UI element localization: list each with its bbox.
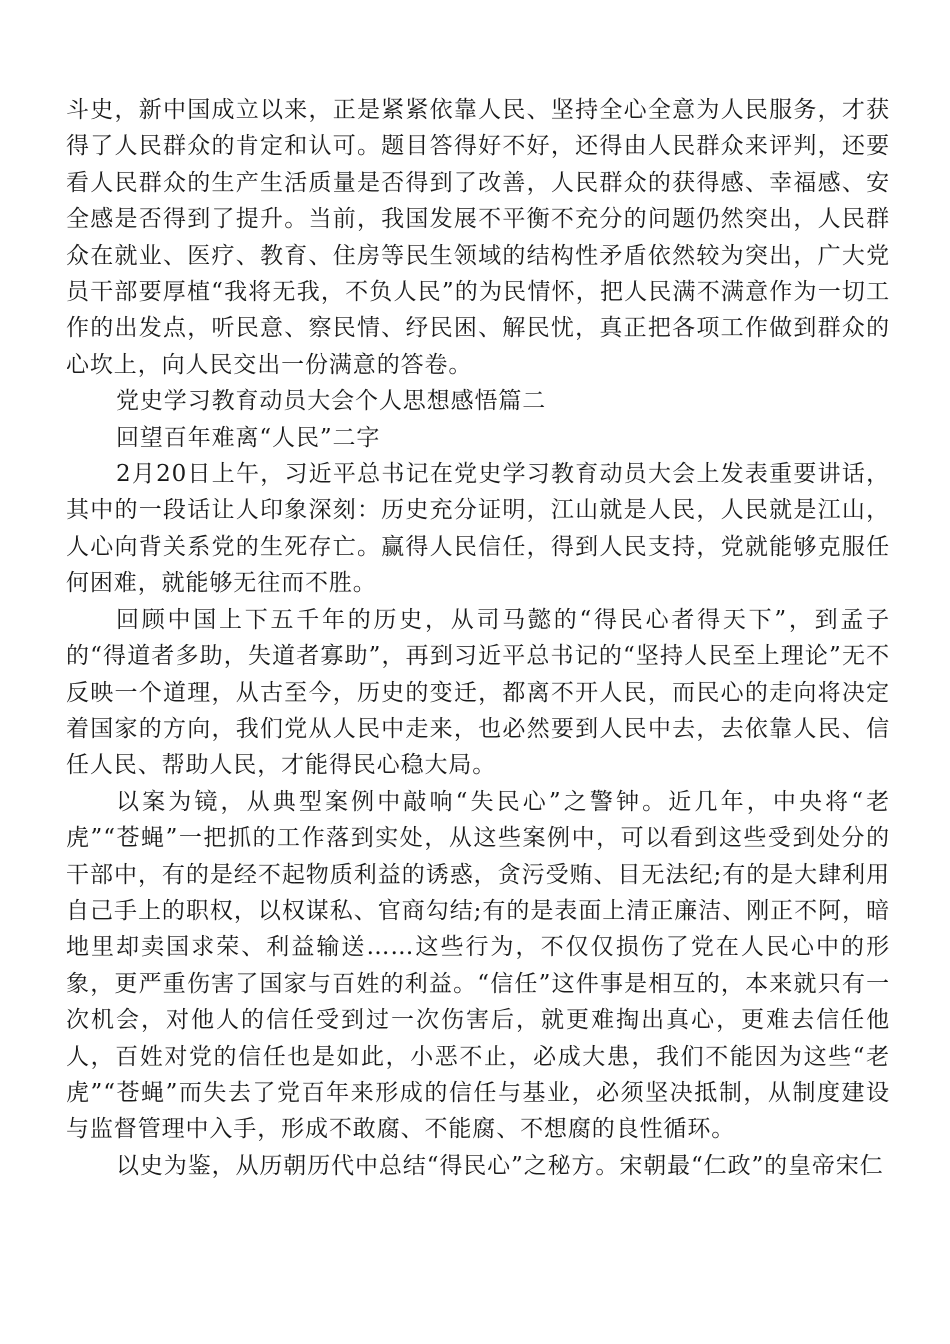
paragraph: 以案为镜，从典型案例中敲响“失民心”之警钟。近几年，中央将“老虎”“苍蝇”一把抓的工作落到实处，从这些案例中，可以看到这些受到处分的干部中，有的是经不起物质利益的诱惑，贪污受贿、目无法纪;有的是大肆利用自己手上的职权，以权谋私、官商勾结;有的是表面上清正廉洁、刚正不阿，暗地里却卖国求荣、利益输送……这些行为，不仅仅损伤了党在人民心中的形象，更严重伤害了国家与百姓的利益。“信任”这件事是相互的，本来就只有一次机会，对他人的信任受到过一次伤害后，就更难掏出真心，更难去信任他人，百姓对党的信任也是如此，小恶不止，必成大患，我们不能因为这些“老虎”“苍蝇”而失去了党百年来形成的信任与基业，必须坚决抵制，从制度建设与监督管理中入手，形成不敢腐、不能腐、不想腐的良性循环。 [66, 788, 890, 1143]
paragraph-continuation: 斗史，新中国成立以来，正是紧紧依靠人民、坚持全心全意为人民服务，才获得了人民群众的肯定和认可。题目答得好不好，还得由人民群众来评判，还要看人民群众的生产生活质量是否得到了改善，人民群众的获得感、幸福感、安全感是否得到了提升。当前，我国发展不平衡不充分的问题仍然突出，人民群众在就业、医疗、教育、住房等民生领域的结构性矛盾依然较为突出，广大党员干部要厚植“我将无我，不负人民”的为民情怀，把人民满不满意作为一切工作的出发点，听民意、察民情、纾民困、解民忧，真正把各项工作做到群众的心坎上，向人民交出一份满意的答卷。 [66, 97, 890, 378]
section-title: 党史学习教育动员大会个人思想感悟篇二 [116, 388, 547, 415]
section-subtitle: 回望百年难离“人民”二字 [116, 424, 381, 451]
paragraph: 以史为鉴，从历朝历代中总结“得民心”之秘方。宋朝最“仁政”的皇帝宋仁 [116, 1152, 884, 1179]
paragraph: 2月20日上午，习近平总书记在党史学习教育动员大会上发表重要讲话，其中的一段话让人印象深刻：历史充分证明，江山就是人民，人民就是江山，人心向背关系党的生死存亡。赢得人民信任，得到人民支持，党就能够克服任何困难，就能够无往而不胜。 [66, 461, 890, 597]
document-body [66, 92, 890, 1184]
paragraph: 回顾中国上下五千年的历史，从司马懿的“得民心者得天下”，到孟子的“得道者多助，失道者寡助”，再到习近平总书记的“坚持人民至上理论”无不反映一个道理，从古至今，历史的变迁，都离不开人民，而民心的走向将决定着国家的方向，我们党从人民中走来，也必然要到人民中去，去依靠人民、信任人民、帮助人民，才能得民心稳大局。 [66, 606, 890, 779]
